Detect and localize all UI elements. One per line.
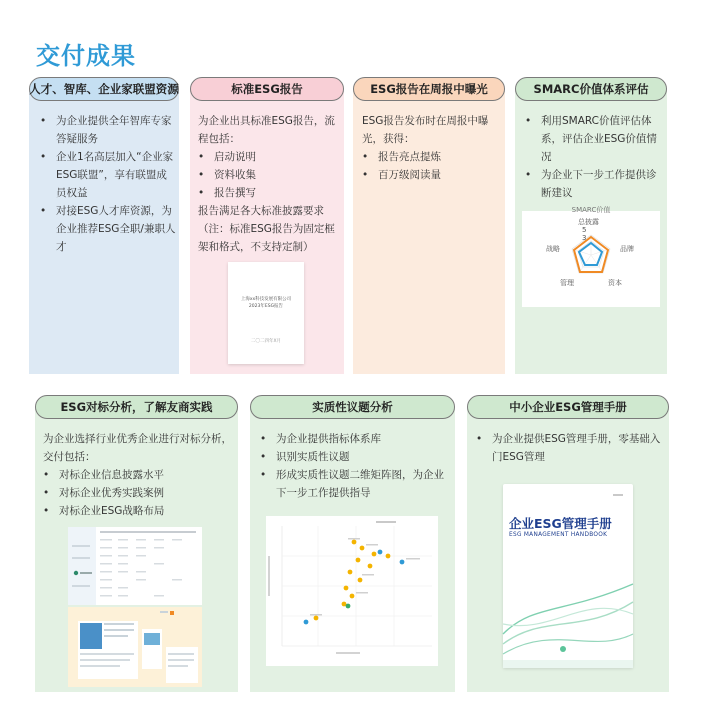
list-item: • 启动说明	[198, 148, 340, 166]
handbook-title: 企业ESG管理手册	[509, 516, 612, 531]
benchmark-table-thumbnail	[68, 527, 202, 605]
radar-cut-title: SMARC价值	[571, 206, 611, 214]
intro-text: 为企业选择行业优秀企业进行对标分析，交付包括：	[43, 433, 232, 463]
list-item: • 识别实质性议题	[260, 448, 450, 466]
report-year: 2023年ESG报告	[248, 304, 284, 309]
list-item: • 对标企业ESG战略布局	[43, 502, 233, 520]
radar-axis-label: 资本	[608, 279, 622, 287]
radar-axis-label: 品牌	[620, 245, 634, 253]
intro-text: ESG报告发布时在周报中曝光，获得：	[362, 115, 489, 145]
card-pill: ESG对标分析，了解友商实践	[35, 395, 238, 419]
outro-text: 报告满足各大标准披露要求	[198, 205, 324, 217]
list-item: • 形成实质性议题二维矩阵图，为企业下一步工作提供指导	[260, 466, 450, 502]
handbook-cover-art	[503, 484, 633, 668]
radar-tick-label: 5	[582, 226, 587, 234]
materiality-matrix-svg	[266, 516, 438, 666]
list-item: • 为企业下一步工作提供诊断建议	[525, 166, 663, 202]
radar-axis-label: 管理	[560, 279, 574, 287]
handbook-subtitle: ESG MANAGEMENT HANDBOOK	[509, 532, 608, 538]
card-pill: 实质性议题分析	[250, 395, 455, 419]
benchmark-case-thumbnail	[68, 607, 202, 687]
radar-tick-label: 3	[582, 234, 587, 242]
benchmark-table-svg	[68, 527, 202, 605]
list-item: • 对标企业优秀实践案例	[43, 484, 233, 502]
list-item: • 企业1名高层加入“企业家ESG联盟”，享有联盟成员权益	[40, 148, 176, 202]
list-item: • 为企业提供指标体系库	[260, 430, 450, 448]
radar-axis-label: 战略	[546, 245, 560, 253]
note-text: （注：标准ESG报告为固定框架和格式，不支持定制）	[198, 223, 335, 253]
list-item: • 利用SMARC价值评估体系，评估企业ESG价值情况	[525, 112, 663, 166]
benchmark-case-svg	[68, 607, 202, 687]
radar-chart	[522, 206, 660, 307]
report-company: 上海xx科技发展有限公司	[240, 297, 292, 302]
radar-axis-label: 总披露	[578, 218, 599, 226]
list-item: • 资料收集	[198, 166, 340, 184]
card-pill: ESG报告在周报中曝光	[353, 77, 505, 101]
list-item: • 为企业提供ESG管理手册，零基础入门ESG管理	[476, 430, 664, 466]
materiality-matrix-thumbnail	[266, 516, 438, 666]
list-item: • 报告撰写	[198, 184, 340, 202]
handbook-cover-thumbnail	[503, 484, 633, 668]
list-item: • 对标企业信息披露水平	[43, 466, 233, 484]
report-thumbnail	[228, 262, 304, 364]
card-pill: 人才、智库、企业家联盟资源	[29, 77, 179, 101]
list-item: • 报告亮点提炼	[362, 148, 502, 166]
list-item: • 对接ESG人才库资源，为企业推荐ESG全职/兼职人才	[40, 202, 176, 256]
card-pill: 标准ESG报告	[190, 77, 344, 101]
card-pill: 中小企业ESG管理手册	[467, 395, 669, 419]
list-item: • 为企业提供全年智库专家答疑服务	[40, 112, 176, 148]
list-item: • 百万级阅读量	[362, 166, 502, 184]
page-title: 交付成果	[36, 42, 136, 70]
card-pill: SMARC价值体系评估	[515, 77, 667, 101]
intro-text: 为企业出具标准ESG报告，流程包括：	[198, 115, 335, 145]
report-date: 二〇二四年X月	[250, 339, 282, 344]
